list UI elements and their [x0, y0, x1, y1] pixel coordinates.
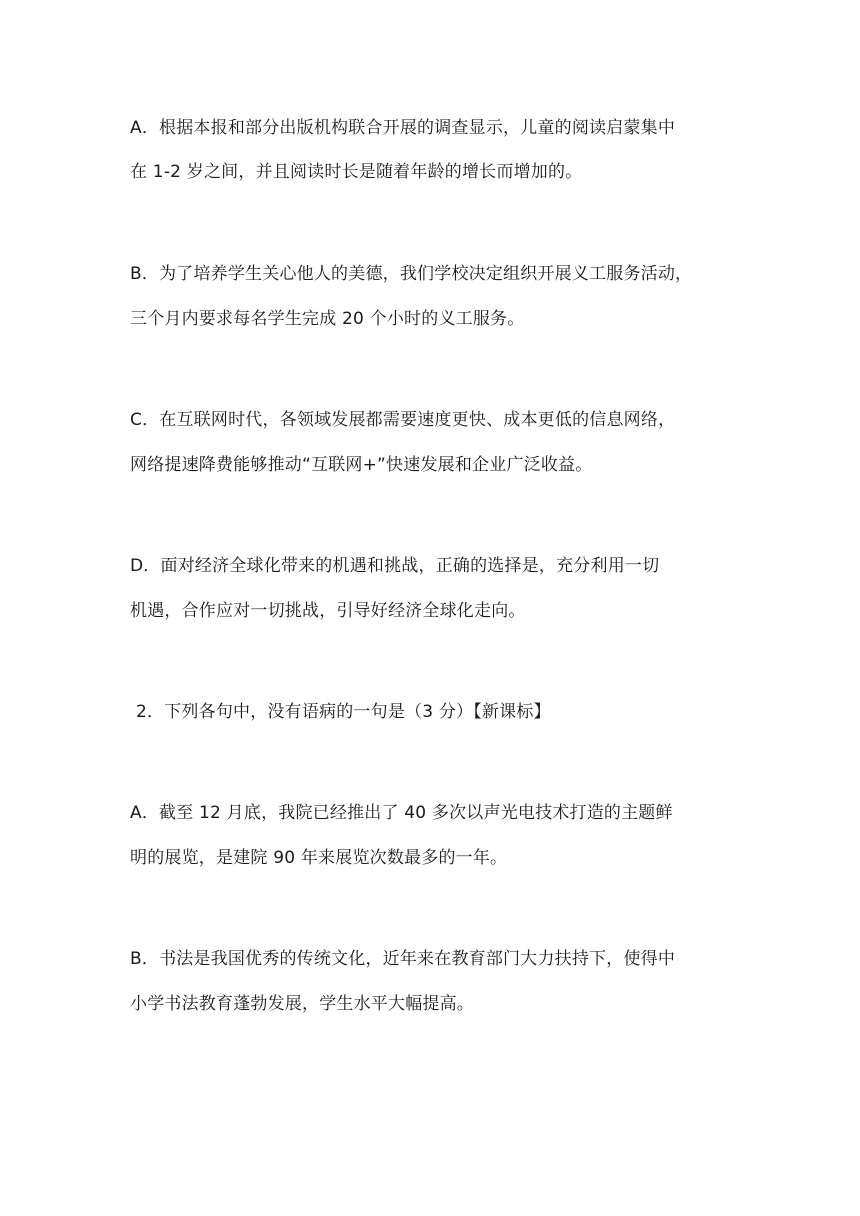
option-line: 小学书法教育蓬勃发展，学生水平大幅提高。: [130, 994, 474, 1014]
question2-heading: 2．下列各句中，没有语病的一句是（3 分）【新课标】: [136, 702, 551, 722]
option-line: 机遇，合作应对一切挑战，引导好经济全球化走向。: [130, 601, 526, 621]
option-line: 三个月内要求每名学生完成 20 个小时的义工服务。: [130, 309, 525, 329]
option-line: 在 1-2 岁之间，并且阅读时长是随着年龄的增长而增加的。: [130, 162, 583, 182]
option-line: A．根据本报和部分出版机构联合开展的调查显示，儿童的阅读启蒙集中: [130, 118, 676, 138]
option-line: A．截至 12 月底，我院已经推出了 40 多次以声光电技术打造的主题鲜: [130, 803, 673, 823]
option-line: B．为了培养学生关心他人的美德，我们学校决定组织开展义工服务活动，: [130, 264, 693, 284]
option-line: B．书法是我国优秀的传统文化，近年来在教育部门大力扶持下，使得中: [130, 949, 676, 969]
option-line: D．面对经济全球化带来的机遇和挑战，正确的选择是，充分利用一切: [130, 556, 660, 576]
option-line: 网络提速降费能够推动“互联网+”快速发展和企业广泛收益。: [130, 455, 593, 475]
option-line: 明的展览，是建院 90 年来展览次数最多的一年。: [130, 848, 508, 868]
option-line: C．在互联网时代，各领域发展都需要速度更快、成本更低的信息网络，: [130, 410, 676, 430]
